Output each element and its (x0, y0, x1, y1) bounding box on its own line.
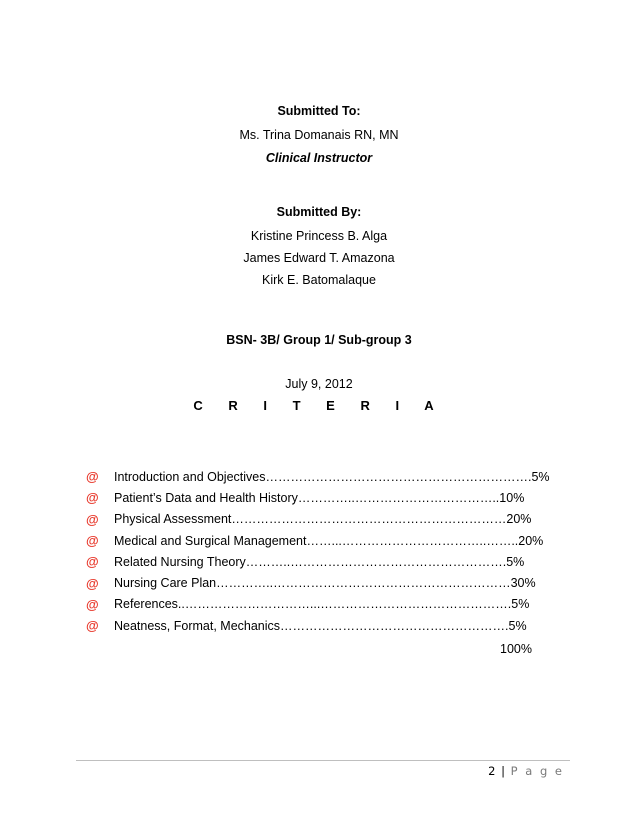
submitted-to-heading: Submitted To: (277, 104, 361, 118)
at-sign-bullet-icon: @ (86, 618, 99, 634)
criteria-text: Neatness, Format, Mechanics……………………………………………….5% (114, 618, 527, 633)
footer-divider (76, 760, 570, 761)
at-sign-bullet-icon: @ (86, 533, 99, 549)
criteria-item (86, 530, 576, 551)
criteria-list (86, 466, 576, 636)
page-footer (488, 764, 564, 778)
criteria-item (86, 572, 576, 593)
criteria-text: References..…………………………...……………………………………….5% (114, 597, 530, 612)
criteria-text: Patient’s Data and Health History…………..……………………………..10% (114, 490, 525, 505)
submitted-by-heading: Submitted By: (276, 205, 362, 219)
criteria-heading: C R I T E R I A (193, 398, 445, 413)
footer-separator: | (501, 764, 507, 778)
member-name: James Edward T. Amazona (243, 251, 395, 265)
criteria-item (86, 509, 576, 530)
criteria-item (86, 594, 576, 615)
at-sign-bullet-icon: @ (86, 575, 99, 591)
criteria-item (86, 615, 576, 636)
criteria-total: 100% (500, 642, 532, 656)
criteria-text: Introduction and Objectives……………………………………………………….5% (114, 469, 550, 484)
criteria-item (86, 466, 576, 487)
at-sign-bullet-icon: @ (86, 554, 99, 570)
group-line: BSN- 3B/ Group 1/ Sub-group 3 (226, 333, 412, 347)
at-sign-bullet-icon: @ (86, 469, 99, 485)
submission-date: July 9, 2012 (285, 377, 353, 391)
criteria-text: Nursing Care Plan…………..…………………………………………………30% (114, 576, 536, 591)
criteria-text: Physical Assessment…………………………………………………………20% (114, 512, 532, 527)
criteria-text: Medical and Surgical Management……...……………………………..……..20% (114, 533, 544, 548)
instructor-role: Clinical Instructor (265, 151, 373, 165)
page-label: P a g e (510, 764, 564, 778)
at-sign-bullet-icon: @ (86, 596, 99, 612)
criteria-item (86, 487, 576, 508)
at-sign-bullet-icon: @ (86, 490, 99, 506)
criteria-item (86, 551, 576, 572)
instructor-name: Ms. Trina Domanais RN, MN (239, 128, 399, 142)
criteria-text: Related Nursing Theory………..…………………………………………….5% (114, 554, 525, 569)
member-name: Kirk E. Batomalaque (262, 273, 376, 287)
at-sign-bullet-icon: @ (86, 511, 99, 527)
member-name: Kristine Princess B. Alga (250, 229, 388, 243)
page-number: 2 (488, 764, 497, 778)
